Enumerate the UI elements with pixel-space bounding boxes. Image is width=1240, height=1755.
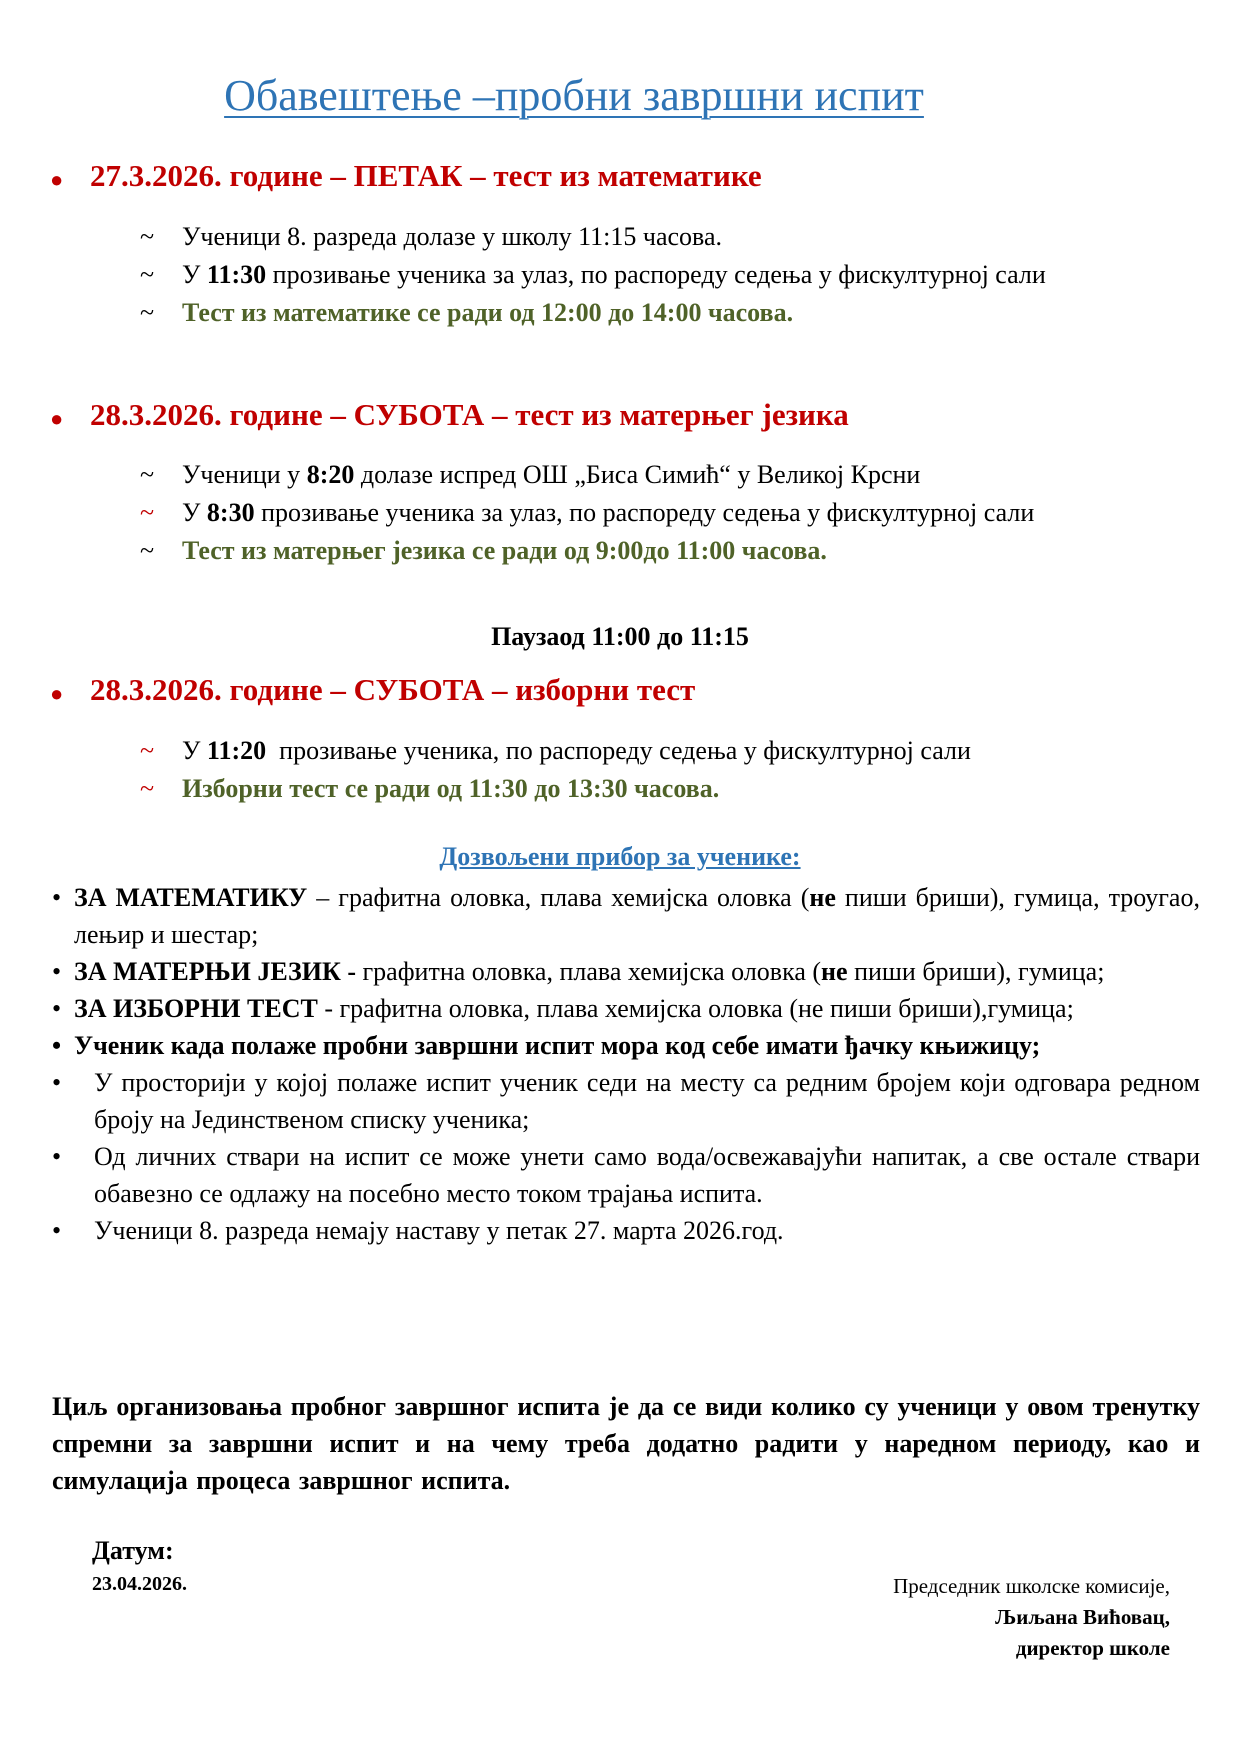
line-text: долазе испред ОШ „Биса Симић“ у Великој Крсни [354,460,921,489]
time-value: 11:20 [206,736,267,765]
rule-item-seat [52,1064,1200,1138]
test-time-text: Тест из матерњег језика се ради од 9:00до 11:00 часова. [182,536,827,565]
rule-emphasis: не [809,883,836,912]
rule-label: ЗА ИЗБОРНИ ТЕСТ [74,994,318,1023]
test-time-text: Тест из математике се ради од 12:00 до 14:00 часова. [182,298,794,327]
line-text: Ученици у [182,460,307,489]
line-text: прозивање ученика за улаз, по распореду седења у фискултурној сали [254,498,1035,527]
closing-paragraph: Циљ организовања пробног завршног испита је да се види колико су ученици у овом тренутку спремни за завршни испит и на чему треба додатно радити у наредном периоду, као и симулација процеса завршног испита. [52,1392,1200,1495]
bullet-icon: • [52,1031,62,1060]
time-value: 8:30 [206,498,255,527]
bullet-icon: • [52,957,62,986]
rule-text: пиши бриши), гумица, троугао, лењир и шестар; [74,883,1200,949]
rule-item-no-class [52,1212,1200,1249]
list-item [140,770,1195,808]
bullet-icon: • [52,1216,62,1245]
tilde-bullet-icon: ~ [140,498,155,527]
tilde-bullet-icon: ~ [140,298,155,327]
signature-name: Љиљана Вићовац, [995,1605,1170,1629]
tilde-bullet-icon: ~ [140,460,155,489]
bullet-icon: ● [50,681,64,706]
line-text: У [182,260,207,289]
date-value: 23.04.2026. [92,1573,187,1595]
rule-item-personal-items [52,1138,1200,1212]
rule-label: ЗА МАТЕРЊИ ЈЕЗИК - [74,957,356,986]
rule-emphasis: не [821,957,848,986]
rule-text: У просторији у којој полаже испит ученик седи на месту са редним бројем који одговара редном броју на Јединственом списку ученика; [94,1068,1200,1134]
tilde-bullet-icon: ~ [140,774,155,803]
list-item [140,294,1195,332]
rule-text: пиши бриши), гумица; [847,957,1105,986]
tilde-bullet-icon: ~ [140,222,155,251]
rule-item-math [52,879,1200,953]
time-value: 8:20 [306,460,355,489]
list-item [140,256,1195,294]
section-heading-text: 27.3.2026. године – ПЕТАК – тест из математике [90,158,762,193]
rule-text: Од личних ствари на испит се може унети само вода/освежавајући напитак, а све остале ствари обавезно се одлажу на посебно место током трајања испита. [94,1142,1200,1208]
list-item [140,494,1195,532]
allowed-tools-heading: Дозвољени прибор за ученике: [439,842,801,871]
tilde-bullet-icon: ~ [140,736,155,765]
rule-label: ЗА МАТЕМАТИКУ [74,883,308,912]
rules-list [52,879,1200,1249]
date-label: Датум: [92,1536,174,1565]
signature-role: Председник школске комисије, [893,1574,1170,1598]
tilde-bullet-icon: ~ [140,260,155,289]
line-text: Ученици 8. разреда долазе у школу 11:15 часова. [182,222,723,251]
line-text: прозивање ученика за улаз, по распореду седења у фискултурној сали [266,260,1046,289]
rule-item-booklet [52,1027,1200,1064]
time-value: 11:30 [206,260,267,289]
section-list-language [140,456,1195,570]
bullet-icon: • [52,994,62,1023]
rule-text: Ученик када полаже пробни завршни испит мора код себе имати ђачку књижицу; [74,1031,1041,1060]
line-text: У [182,498,207,527]
test-time-text: Изборни тест се ради од 11:30 до 13:30 часова. [182,774,720,803]
bullet-icon: • [52,1068,62,1097]
line-text: прозивање ученика, по распореду седења у фискултурној сали [266,736,971,765]
bullet-icon: • [52,883,62,912]
rule-item-language [52,953,1200,990]
rule-text: - графитна оловка, плава хемијска оловка (не пиши бриши),гумица; [317,994,1074,1023]
bullet-icon: ● [50,406,64,431]
signature-title: директор школе [1015,1636,1170,1660]
rule-text: – графитна оловка, плава хемијска оловка ( [307,883,810,912]
tilde-bullet-icon: ~ [140,536,155,565]
line-text: У [182,736,207,765]
rule-item-elective [52,990,1200,1027]
list-item [140,732,1195,770]
signature-block [893,1571,1170,1664]
list-item [140,218,1195,256]
rule-text: Ученици 8. разреда немају наставу у петак 27. марта 2026.год. [94,1216,784,1245]
list-item [140,532,1195,570]
bullet-icon: ● [50,167,64,192]
pause-text: Паузаод 11:00 до 11:15 [491,622,749,651]
bullet-icon: • [52,1142,62,1171]
section-list-math [140,218,1195,332]
section-heading-text: 28.3.2026. године – СУБОТА – тест из матерњег језика [90,397,849,432]
section-heading-text: 28.3.2026. године – СУБОТА – изборни тест [90,672,696,707]
page-title: Обавештење –пробни завршни испит [224,71,924,120]
list-item [140,456,1195,494]
section-list-elective [140,732,1195,808]
rule-text: графитна оловка, плава хемијска оловка ( [356,957,822,986]
